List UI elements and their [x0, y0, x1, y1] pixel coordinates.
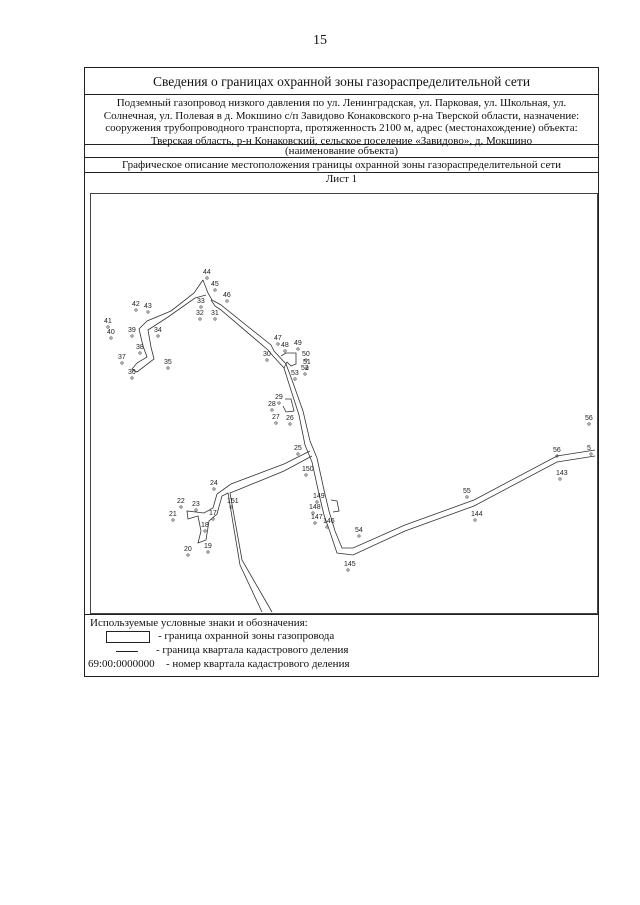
legend-item-quarter-boundary-text: - граница квартала кадастрового деления — [156, 644, 349, 656]
map-point-label: 56 — [553, 447, 561, 454]
map-point-marker — [107, 326, 109, 328]
map-point-label: 32 — [196, 310, 204, 317]
map-point-marker — [266, 359, 268, 361]
map-point-marker — [180, 506, 182, 508]
document-title: Сведения о границах охранной зоны газораспределительной сети — [85, 68, 598, 95]
map-point-marker — [172, 519, 174, 521]
map-point-label: 43 — [144, 303, 152, 310]
map-point-label: 38 — [136, 344, 144, 351]
map-point-marker — [214, 318, 216, 320]
map-point-marker — [121, 362, 123, 364]
zone-boundary-symbol — [106, 631, 150, 643]
map-point-marker — [167, 367, 169, 369]
map-point-label: 23 — [192, 501, 200, 508]
map-point-label: 148 — [309, 504, 321, 511]
map-point-label: 26 — [286, 415, 294, 422]
boundary-map — [90, 193, 598, 614]
map-point-marker — [187, 554, 189, 556]
object-description: Подземный газопровод низкого давления по ул. Ленинградская, ул. Парковая, ул. Школьная, ул. Солнечная, ул. Полевая в д. Мокшино с/п Завидово Конаковского р-на Тверской области, назначение: сооружения трубопроводного транспорта, протяженность 2100 м, адрес (местонахождение) объекта: Тверская область, р-н Конаковский, сельское поселение «Завидово», д. Мокшино — [85, 95, 598, 145]
quarter-number-sample: 69:00:0000000 — [88, 658, 155, 670]
map-point-marker — [212, 518, 214, 520]
map-point-marker — [147, 311, 149, 313]
map-point-label: 24 — [210, 480, 218, 487]
map-point-label: 49 — [294, 340, 302, 347]
map-point-marker — [271, 409, 273, 411]
map-point-marker — [131, 335, 133, 337]
map-point-marker — [314, 522, 316, 524]
map-point-label: 5 — [587, 445, 591, 452]
map-point-label: 145 — [344, 561, 356, 568]
map-point-label: 21 — [169, 511, 177, 518]
sheet-label: Лист 1 — [325, 173, 358, 185]
map-point-label: 42 — [132, 301, 140, 308]
map-point-label: 50 — [302, 351, 310, 358]
zone-boundary-northwest — [203, 280, 595, 548]
map-point-marker — [277, 343, 279, 345]
map-point-label: 54 — [355, 527, 363, 534]
map-point-label: 19 — [204, 543, 212, 550]
map-point-label: 18 — [201, 522, 209, 529]
graphic-description-heading: Графическое описание местоположения границы охранной зоны газораспределительной сети — [85, 158, 598, 173]
map-point-label: 53 — [291, 370, 299, 377]
map-point-marker — [588, 423, 590, 425]
map-point-label: 31 — [211, 310, 219, 317]
zone-boundary-southeast — [211, 300, 595, 555]
boundary-map-svg — [91, 194, 598, 614]
page-number: 15 — [313, 33, 327, 48]
map-point-label: 28 — [268, 401, 276, 408]
map-point-label: 146 — [323, 518, 335, 525]
map-point-label: 33 — [197, 298, 205, 305]
map-point-marker — [275, 422, 277, 424]
map-point-marker — [214, 289, 216, 291]
map-point-label: 36 — [128, 369, 136, 376]
map-point-label: 40 — [107, 329, 115, 336]
map-point-label: 46 — [223, 292, 231, 299]
map-point-label: 149 — [313, 493, 325, 500]
map-point-marker — [199, 318, 201, 320]
map-point-marker — [200, 306, 202, 308]
quarter-boundary-symbol — [116, 651, 138, 652]
map-point-label: 20 — [184, 546, 192, 553]
object-name-caption: (наименование объекта) — [85, 145, 598, 158]
map-point-label: 30 — [263, 351, 271, 358]
map-point-labels — [104, 269, 593, 571]
map-point-marker — [206, 277, 208, 279]
zone-boundary-notch-29 — [283, 399, 294, 412]
map-point-marker — [195, 509, 197, 511]
map-point-marker — [226, 300, 228, 302]
map-point-label: 37 — [118, 354, 126, 361]
map-point-label: 41 — [104, 318, 112, 325]
map-point-label: 34 — [154, 327, 162, 334]
map-point-label: 144 — [471, 511, 483, 518]
map-point-marker — [474, 519, 476, 521]
legend-heading: Используемые условные знаки и обозначения: — [90, 617, 308, 629]
map-point-marker — [297, 348, 299, 350]
map-point-label: 143 — [556, 470, 568, 477]
map-point-marker — [278, 402, 280, 404]
map-point-label: 39 — [128, 327, 136, 334]
map-point-label: 29 — [275, 394, 283, 401]
map-point-marker — [347, 569, 349, 571]
map-point-label: 151 — [227, 498, 239, 505]
map-point-marker — [157, 335, 159, 337]
map-point-marker — [559, 478, 561, 480]
map-point-marker — [590, 453, 592, 455]
map-point-label: 56 — [585, 415, 593, 422]
map-point-marker — [289, 423, 291, 425]
map-point-marker — [316, 501, 318, 503]
map-point-marker — [131, 377, 133, 379]
map-point-marker — [305, 474, 307, 476]
map-point-marker — [304, 373, 306, 375]
zone-boundary-notch-148 — [331, 500, 339, 512]
map-point-marker — [297, 453, 299, 455]
map-point-marker — [466, 496, 468, 498]
map-point-label: 45 — [211, 281, 219, 288]
map-point-label: 22 — [177, 498, 185, 505]
map-point-marker — [358, 535, 360, 537]
map-point-label: 27 — [272, 414, 280, 421]
zone-boundary-south-branch — [187, 451, 310, 612]
map-point-marker — [207, 551, 209, 553]
map-point-label: 25 — [294, 445, 302, 452]
legend — [84, 614, 599, 677]
map-point-label: 35 — [164, 359, 172, 366]
map-point-label: 47 — [274, 335, 282, 342]
legend-item-zone-text: - граница охранной зоны газопровода — [158, 630, 335, 642]
map-point-label: 150 — [302, 466, 314, 473]
legend-item-quarter-number-text: - номер квартала кадастрового деления — [166, 658, 350, 670]
map-point-marker — [213, 488, 215, 490]
map-point-marker — [110, 337, 112, 339]
map-point-label: 52 — [301, 365, 309, 372]
map-point-marker — [204, 530, 206, 532]
map-point-label: 44 — [203, 269, 211, 276]
map-point-label: 147 — [311, 514, 323, 521]
map-point-marker — [139, 352, 141, 354]
map-point-label: 51 — [303, 359, 311, 366]
map-point-marker — [284, 350, 286, 352]
map-point-marker — [135, 309, 137, 311]
map-point-label: 48 — [281, 342, 289, 349]
protection-zone-outline — [132, 280, 595, 612]
map-point-marker — [294, 378, 296, 380]
map-point-label: 17 — [209, 510, 217, 517]
map-point-label: 55 — [463, 488, 471, 495]
